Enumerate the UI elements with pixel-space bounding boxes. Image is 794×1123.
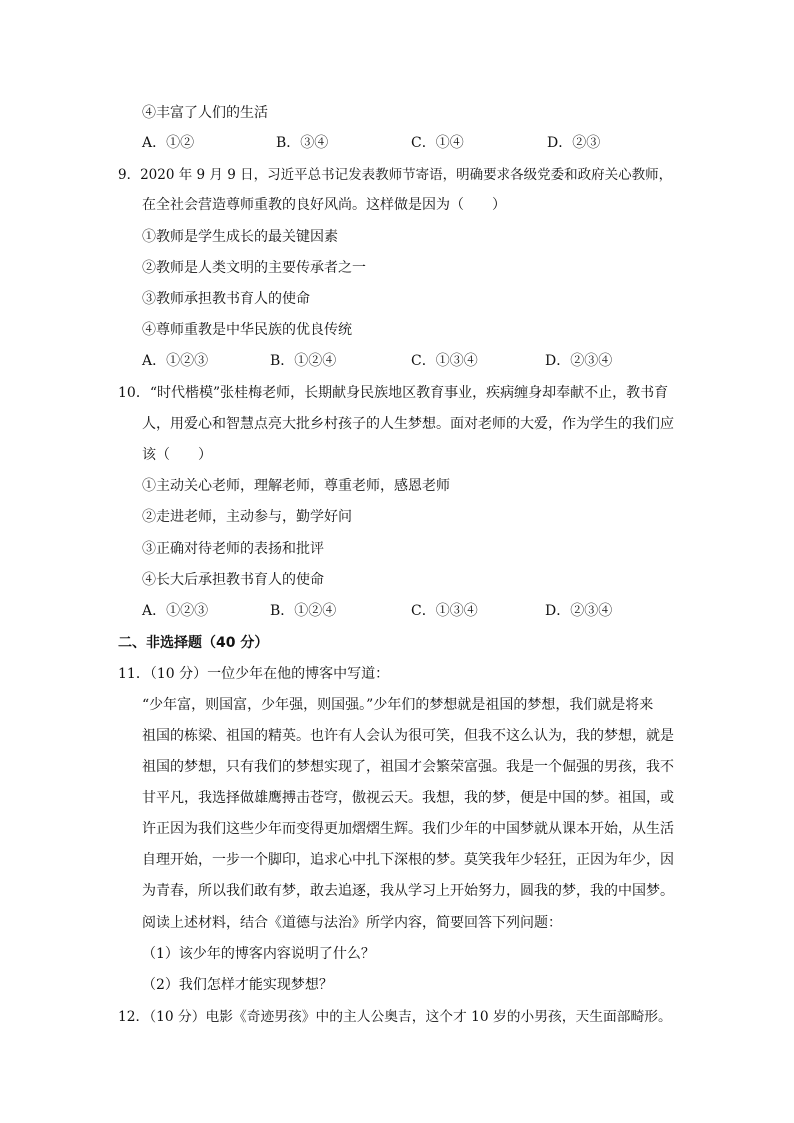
- q8-options: [142, 130, 662, 156]
- q9-item-3: ③教师承担教书育人的使命: [142, 291, 310, 307]
- q9-item-2: ②教师是人类文明的主要传承者之一: [142, 260, 366, 276]
- q9-item-4: ④尊师重教是中华民族的优良传统: [142, 322, 352, 338]
- q11-passage-line-4: 甘平凡，我选择做雄鹰搏击苍穹，傲视云天。我想，我的梦，便是中国的梦。祖国，或: [142, 790, 674, 806]
- q10-item-1: ①主动关心老师，理解老师，尊重老师，感恩老师: [142, 478, 450, 494]
- q10-item-3: ③正确对待老师的表扬和批评: [142, 541, 324, 557]
- q10-stem-line-1: 10．“时代楷模”张桂梅老师，长期献身民族地区教育事业，疾病缠身却奉献不止，教书育: [118, 385, 669, 401]
- q11-passage-line-6: 自理开始，一步一个脚印，追求心中扎下深根的梦。莫笑我年少轻狂，正因为年少，因: [142, 852, 674, 868]
- q9-option-b: B．①②④: [270, 353, 337, 369]
- q10-stem-line-2: 人，用爱心和智慧点亮大批乡村孩子的人生梦想。面对老师的大爱，作为学生的我们应: [142, 416, 674, 432]
- q12-stem: 12．（10 分）电影《奇迹男孩》中的主人公奥吉，这个才 10 岁的小男孩，天生面部畸形。: [118, 1009, 672, 1025]
- q11-subquestion-2: （2）我们怎样才能实现梦想？: [142, 977, 333, 993]
- q10-stem-line-3: 该（ ）: [142, 447, 212, 463]
- q11-subquestion-1: （1）该少年的博客内容说明了什么？: [142, 946, 375, 962]
- q9-option-d: D．②③④: [545, 353, 613, 369]
- q9-options: [142, 348, 662, 374]
- q11-stem: 11．（10 分）一位少年在他的博客中写道：: [118, 666, 390, 682]
- q8-option-d: D．②③: [547, 135, 601, 151]
- q11-passage-line-1: “少年富，则国富，少年强，则国强。”少年们的梦想就是祖国的梦想，我们就是将来: [142, 697, 654, 713]
- q10-item-4: ④长大后承担教书育人的使命: [142, 572, 324, 588]
- q10-item-2: ②走进老师，主动参与，勤学好问: [142, 509, 352, 525]
- q9-stem-line-1: 9．2020 年 9 月 9 日，习近平总书记发表教师节寄语，明确要求各级党委和政府关心教师，: [118, 167, 673, 183]
- q11-passage-line-2: 祖国的栋梁、祖国的精英。也许有人会认为很可笑，但我不这么认为，我的梦想，就是: [142, 728, 674, 744]
- q9-option-c: C．①③④: [411, 353, 478, 369]
- q9-item-1: ①教师是学生成长的最关键因素: [142, 229, 338, 245]
- q11-passage-line-7: 为青春，所以我们敢有梦，敢去追逐，我从学习上开始努力，圆我的梦，我的中国梦。: [142, 883, 674, 899]
- q8-option-b: B．③④: [276, 135, 329, 151]
- q8-option-c: C．①④: [411, 135, 464, 151]
- q10-option-a: A．①②③: [142, 603, 209, 619]
- q11-passage-line-3: 祖国的梦想，只有我们的梦想实现了，祖国才会繁荣富强。我是一个倔强的男孩，我不: [142, 759, 674, 775]
- section-title: 二、非选择题（40 分）: [118, 635, 269, 651]
- q10-option-d: D．②③④: [545, 603, 613, 619]
- q10-option-b: B．①②④: [270, 603, 337, 619]
- q11-instruction: 阅读上述材料，结合《道德与法治》所学内容，简要回答下列问题：: [142, 915, 562, 931]
- q9-stem-line-2: 在全社会营造尊师重教的良好风尚。这样做是因为（ ）: [142, 197, 506, 213]
- q8-item-4: ④丰富了人们的生活: [142, 105, 268, 121]
- q8-option-a: A．①②: [142, 135, 195, 151]
- q10-options: [142, 598, 662, 624]
- q10-option-c: C．①③④: [411, 603, 478, 619]
- q11-passage-line-5: 许正因为我们这些少年而变得更加熠熠生辉。我们少年的中国梦就从课本开始，从生活: [142, 821, 674, 837]
- q9-option-a: A．①②③: [142, 353, 209, 369]
